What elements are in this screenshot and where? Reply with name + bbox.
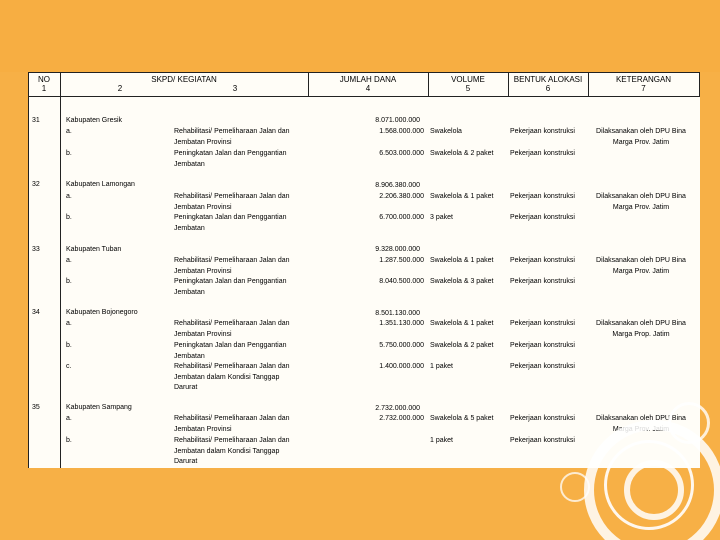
header-col5: 5 (465, 84, 471, 93)
kegiatan: Rehabilitasi/ Pemeliharaan Jalan dan Jembatan dalam Kondisi Tanggap Darurat (174, 363, 290, 391)
table-top-border (28, 72, 700, 73)
header-no-number: 1 (41, 84, 47, 93)
keterangan: Dilaksanakan oleh DPU Bina Marga Prov. Jatim (596, 257, 686, 275)
volume: Swakelola & 1 paket (430, 193, 494, 200)
volume: Swakelola (430, 128, 462, 135)
bentuk-alokasi: Pekerjaan konstruksi (510, 278, 575, 285)
header-col7: 7 (641, 84, 646, 93)
volume: Swakelola & 5 paket (430, 415, 494, 422)
item-letter: a. (66, 320, 72, 327)
header-no (28, 75, 60, 93)
bentuk-alokasi: Pekerjaan konstruksi (510, 320, 575, 327)
item-letter: b. (66, 342, 72, 349)
jumlah-dana: 1.400.000.000 (379, 363, 424, 370)
volume: Swakelola & 2 paket (430, 150, 494, 157)
header-keterangan (588, 75, 699, 93)
jumlah-dana: 1.568.000.000 (379, 128, 424, 135)
jumlah-dana: 5.750.000.000 (379, 342, 424, 349)
row-number: 33 (32, 246, 40, 253)
bentuk-alokasi: Pekerjaan konstruksi (510, 415, 575, 422)
decorative-circles (540, 380, 720, 540)
header-skpd-label: SKPD/ KEGIATAN (151, 75, 217, 84)
header-col6: 6 (545, 84, 551, 93)
item-letter: b. (66, 278, 72, 285)
keterangan: Dilaksanakan oleh DPU Bina Marga Prov. Jatim (596, 128, 686, 146)
item-letter: b. (66, 150, 72, 157)
bentuk-alokasi: Pekerjaan konstruksi (510, 437, 575, 444)
row-number: 32 (32, 181, 40, 188)
header-bentuk (508, 75, 588, 93)
row-number: 31 (32, 117, 40, 124)
total-dana: 8.071.000.000 (375, 117, 420, 124)
jumlah-dana: 1.351.130.000 (379, 320, 424, 327)
body-col-divider (60, 96, 61, 468)
header-no-label: NO (38, 75, 50, 84)
keterangan: Dilaksanakan oleh DPU Bina Marga Prov. Jatim (596, 193, 686, 211)
row-number: 34 (32, 309, 40, 316)
bentuk-alokasi: Pekerjaan konstruksi (510, 342, 575, 349)
item-letter: a. (66, 128, 72, 135)
header-jumlah (308, 75, 428, 93)
kegiatan: Peningkatan Jalan dan Penggantian Jembatan (174, 278, 287, 296)
jumlah-dana: 6.700.000.000 (379, 214, 424, 221)
bentuk-alokasi: Pekerjaan konstruksi (510, 363, 575, 370)
bentuk-alokasi: Pekerjaan konstruksi (510, 128, 575, 135)
kegiatan: Peningkatan Jalan dan Penggantian Jembatan (174, 342, 287, 360)
header-jumlah-label: JUMLAH DANA (339, 75, 397, 84)
total-dana: 8.501.130.000 (375, 310, 420, 317)
bentuk-alokasi: Pekerjaan konstruksi (510, 214, 575, 221)
ring-small-decoration (668, 402, 710, 444)
jumlah-dana: 8.040.500.000 (379, 278, 424, 285)
jumlah-dana: 2.732.000.000 (379, 415, 424, 422)
keterangan: Dilaksanakan oleh DPU Bina Marga Prov. Jatim (596, 415, 686, 433)
item-letter: a. (66, 415, 72, 422)
jumlah-dana: 2.206.380.000 (379, 193, 424, 200)
kegiatan: Peningkatan Jalan dan Penggantian Jembatan (174, 150, 287, 168)
kegiatan: Peningkatan Jalan dan Penggantian Jembatan (174, 214, 287, 232)
item-letter: b. (66, 437, 72, 444)
kegiatan: Rehabilitasi/ Pemeliharaan Jalan dan Jembatan Provinsi (174, 320, 290, 338)
kegiatan: Rehabilitasi/ Pemeliharaan Jalan dan Jembatan Provinsi (174, 257, 290, 275)
total-dana: 9.328.000.000 (375, 246, 420, 253)
header-volume-label: VOLUME (451, 75, 485, 84)
bentuk-alokasi: Pekerjaan konstruksi (510, 257, 575, 264)
body-left-border (28, 96, 29, 468)
header-keterangan-label: KETERANGAN (615, 75, 672, 84)
jumlah-dana: 1.287.500.000 (379, 257, 424, 264)
header-volume (428, 75, 508, 93)
volume: Swakelola & 3 paket (430, 278, 494, 285)
ring-tiny-decoration (560, 472, 590, 502)
kegiatan: Rehabilitasi/ Pemeliharaan Jalan dan Jembatan Provinsi (174, 193, 290, 211)
kabupaten-name: Kabupaten Lamongan (66, 181, 135, 188)
bentuk-alokasi: Pekerjaan konstruksi (510, 193, 575, 200)
kegiatan: Rehabilitasi/ Pemeliharaan Jalan dan Jembatan dalam Kondisi Tanggap Darurat (174, 437, 290, 465)
header-col3: 3 (232, 84, 238, 93)
jumlah-dana: 6.503.000.000 (379, 150, 424, 157)
bentuk-alokasi: Pekerjaan konstruksi (510, 150, 575, 157)
total-dana: 2.732.000.000 (375, 405, 420, 412)
volume: Swakelola & 1 paket (430, 320, 494, 327)
item-letter: a. (66, 193, 72, 200)
ring-inner-decoration (624, 460, 684, 520)
row-number: 35 (32, 404, 40, 411)
header-col2: 2 (117, 84, 123, 93)
volume: 3 paket (430, 214, 453, 221)
header-col4: 4 (365, 84, 371, 93)
volume: Swakelola & 2 paket (430, 342, 494, 349)
item-letter: c. (66, 363, 72, 370)
item-letter: a. (66, 257, 72, 264)
header-bentuk-label: BENTUK ALOKASI (513, 75, 583, 84)
top-orange-band (0, 0, 720, 72)
total-dana: 8.906.380.000 (375, 182, 420, 189)
volume: 1 paket (430, 363, 453, 370)
kegiatan: Rehabilitasi/ Pemeliharaan Jalan dan Jembatan Provinsi (174, 128, 290, 146)
kabupaten-name: Kabupaten Tuban (66, 246, 122, 253)
volume: Swakelola & 1 paket (430, 257, 494, 264)
header-skpd (60, 75, 308, 84)
kabupaten-name: Kabupaten Bojonegoro (66, 309, 138, 316)
keterangan: Dilaksanakan oleh DPU Bina Marga Prop. Jatim (596, 320, 686, 338)
kabupaten-name: Kabupaten Gresik (66, 117, 123, 124)
kegiatan: Rehabilitasi/ Pemeliharaan Jalan dan Jembatan Provinsi (174, 415, 290, 433)
kabupaten-name: Kabupaten Sampang (66, 404, 132, 411)
volume: 1 paket (430, 437, 453, 444)
col-divider (699, 72, 700, 96)
header-bottom-border (28, 96, 700, 97)
item-letter: b. (66, 214, 72, 221)
